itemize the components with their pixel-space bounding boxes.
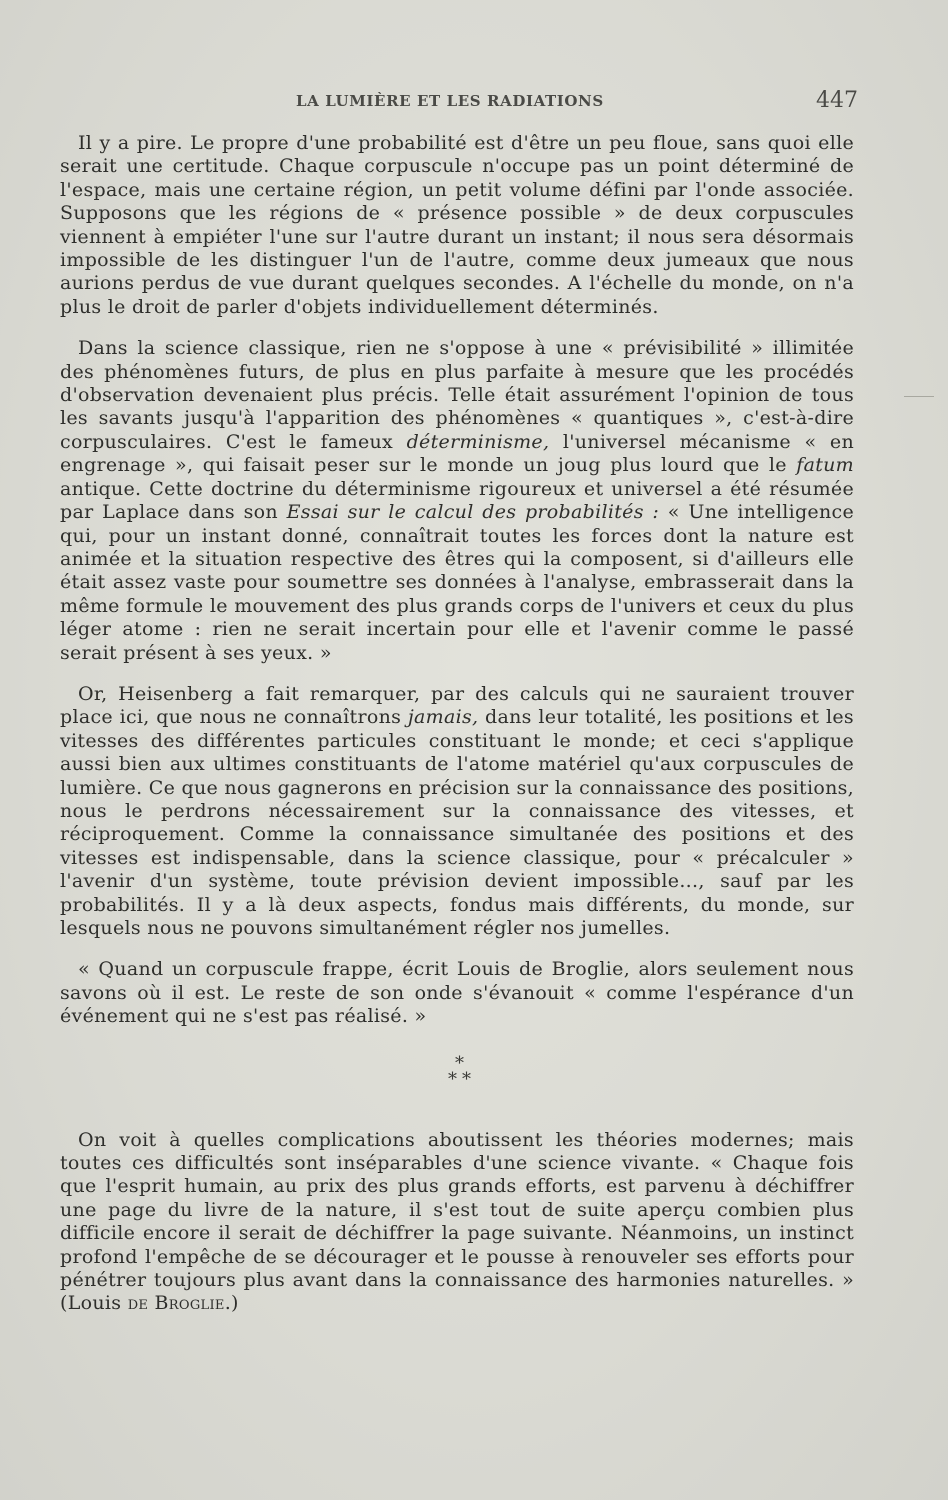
italic-term: fatum — [796, 454, 854, 477]
author-name: de Broglie — [127, 1292, 225, 1315]
text-run: Or, Heisenberg a fait remarquer, par des calculs qui ne sauraient trouver place ici, que nous ne connaîtrons — [60, 682, 854, 729]
text-run: .) — [224, 1292, 239, 1315]
paragraph-3 — [60, 683, 854, 940]
margin-mark — [904, 396, 934, 397]
text-run: On voit à quelles complications aboutissent les théories modernes; mais toutes ces difficultés sont inséparables d'une science vivante. « Chaque fois que l'esprit humain, au prix des plus grands efforts, est parvenu à déchiffrer une page du livre de la nature, il s'est tout de suite aperçu combien plus difficile encore il serait de déchiffrer la page suivante. Néanmoins, un instinct profond l'empêche de se décourager et le pousse à renouveler ses efforts pour pénétrer toujours plus avant dans la connaissance des harmonies naturelles. » (Louis — [60, 1128, 854, 1315]
paragraph-2 — [60, 337, 854, 665]
asterisk: * — [455, 1052, 464, 1074]
page-header — [86, 88, 858, 118]
text-run: dans leur totalité, les positions et les vitesses des différentes particules constituant le monde; et ceci s'applique aussi bien aux ultimes constituants de l'atome matériel qu'aux corpuscules de lumière. Ce que nous gagnerons en précision sur la connaissance des positions, nous le perdrons nécessairement sur la connaissance des vitesses, et réciproquement. Comme la connaissance simultanée des positions et des vitesses est indispensable, dans la science classique, pour « précalculer » l'avenir d'un système, toute prévision devient impossible..., sauf par les probabilités. Il y a là deux aspects, fondus mais différents, du monde, sur lesquels nous ne pouvons simultanément régler nos jumelles. — [60, 706, 854, 939]
asterisk: * — [462, 1068, 471, 1090]
section-separator — [60, 1053, 854, 1101]
paragraph-4: « Quand un corpuscule frappe, écrit Louis de Broglie, alors seulement nous savons où il est. Le reste de son onde s'évanouit « comme l'espérance d'un événement qui ne s'est pas réalisé. » — [60, 958, 854, 1028]
text-run: antique. Cette doctrine du déterminisme rigoureux et universel a été résumée par Laplace dans son — [60, 477, 854, 524]
book-title: Essai sur le calcul des probabilités : — [286, 501, 660, 524]
text-run: Dans la science classique, rien ne s'oppose à une « prévisibilité » illimitée des phénomènes futurs, de plus en plus parfaite à mesure que les procédés d'observation devenaient plus précis. Telle était assurément l'opinion de tous les savants jusqu'à l'apparition des phénomènes « quantiques », c'est-à-dire corpusculaires. C'est le fameux — [60, 337, 854, 453]
running-title: LA LUMIÈRE ET LES RADIATIONS — [296, 92, 604, 110]
text-run: l'universel mécanisme « en engrenage », qui faisait peser sur le monde un joug plus lourd que le — [60, 430, 854, 477]
asterisk: * — [448, 1068, 457, 1090]
body-text — [60, 132, 854, 1334]
italic-term: jamais, — [407, 706, 479, 729]
page-number: 447 — [816, 88, 858, 113]
paragraph-1: Il y a pire. Le propre d'une probabilité est d'être un peu floue, sans quoi elle serait une certitude. Chaque corpuscule n'occupe pas un point déterminé de l'espace, mais une certaine région, un petit volume défini par l'onde associée. Supposons que les régions de « présence possible » de deux corpuscules viennent à empiéter l'une sur l'autre durant un instant; il nous sera désormais impossible de les distinguer l'un de l'autre, comme deux jumeaux que nous aurions perdus de vue durant quelques secondes. A l'échelle du monde, on n'a plus le droit de parler d'objets individuellement déterminés. — [60, 132, 854, 318]
italic-term: déterminisme, — [406, 430, 550, 453]
paragraph-5 — [60, 1129, 854, 1316]
text-run: « Une intelligence qui, pour un instant donné, connaîtrait toutes les forces dont la nature est animée et la situation respective des êtres qui la composent, si d'ailleurs elle était assez vaste pour soumettre ses données à l'analyse, embrasserait dans la même formule le mouvement des plus grands corps de l'univers et ceux du plus léger atome : rien ne serait incertain pour elle et l'avenir comme le passé serait présent à ses yeux. » — [60, 501, 854, 664]
